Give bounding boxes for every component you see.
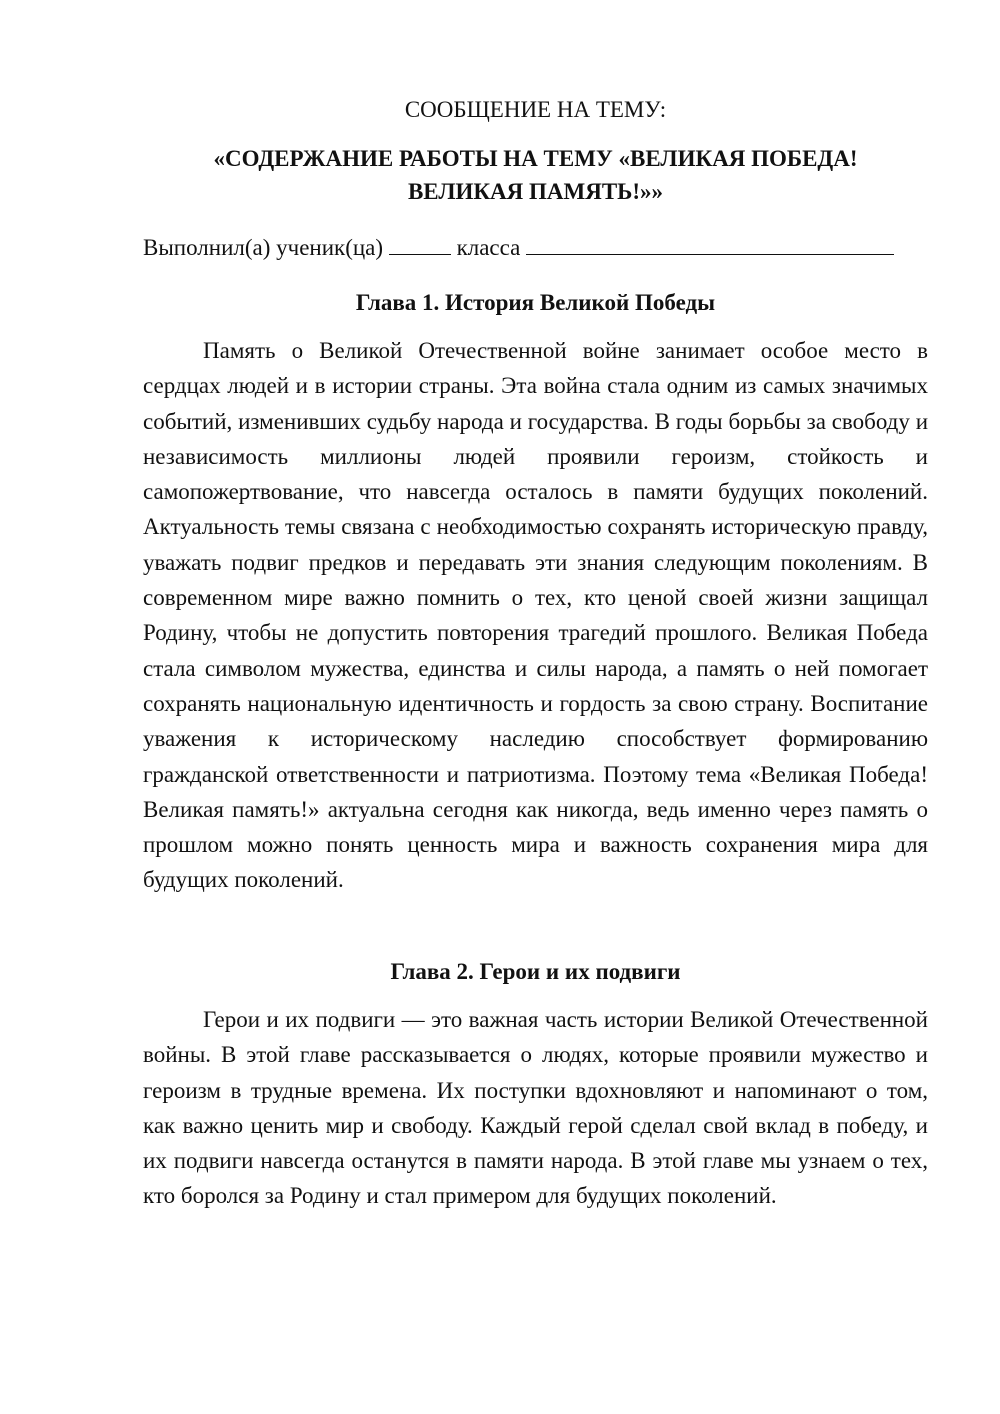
document-title-line-1: «СОДЕРЖАНИЕ РАБОТЫ НА ТЕМУ «ВЕЛИКАЯ ПОБЕДА! [213, 146, 858, 171]
chapter-1-heading: Глава 1. История Великой Победы [355, 290, 716, 315]
grade-label: класса [456, 235, 521, 260]
message-topic-label: СООБЩЕНИЕ НА ТЕМУ: [404, 97, 667, 122]
chapter-1-paragraph: Память о Великой Отечественной войне занимает особое место в сердцах людей и в истории страны. Эта война стала одним из самых значимых событий, изменивших судьбу народа и государства. В годы борьбы за свободу и независимость миллионы людей проявили героизм, стойкость и самопожертвование, что навсегда осталось в памяти будущих поколений. Актуальность темы связана с необходимостью сохранять историческую правду, уважать подвиг предков и передавать эти знания следующим поколениям. В современном мире важно помнить о тех, кто ценой своей жизни защищал Родину, чтобы не допустить повторения трагедий прошлого. Великая Победа стала символом мужества, единства и силы народа, а память о ней помогает сохранять национальную идентичность и гордость за свою страну. Воспитание уважения к историческому наследию способствует формированию гражданской ответственности и патриотизма. Поэтому тема «Великая Победа! Великая память!» актуальна сегодня как никогда, ведь именно через память о прошлом можно понять ценность мира и важность сохранения мира для будущих поколений. [143, 338, 928, 893]
author-signature-line [143, 234, 928, 262]
grade-blank-field[interactable] [389, 234, 451, 255]
chapter-2-paragraph: Герои и их подвиги — это важная часть истории Великой Отечественной войны. В этой главе рассказывается о людях, которые проявили мужество и героизм в трудные времена. Их поступки вдохновляют и напоминают о том, как важно ценить мир и свободу. Каждый герой сделал свой вклад в победу, и их подвиги навсегда останутся в памяти народа. В этой главе мы узнаем о тех, кто боролся за Родину и стал примером для будущих поколений. [143, 1007, 928, 1209]
name-blank-field[interactable] [526, 234, 894, 255]
chapter-2-heading: Глава 2. Герои и их подвиги [390, 959, 681, 984]
document-title-line-2: ВЕЛИКАЯ ПАМЯТЬ!»» [407, 179, 664, 204]
performed-by-label: Выполнил(а) ученик(ца) [143, 235, 384, 260]
